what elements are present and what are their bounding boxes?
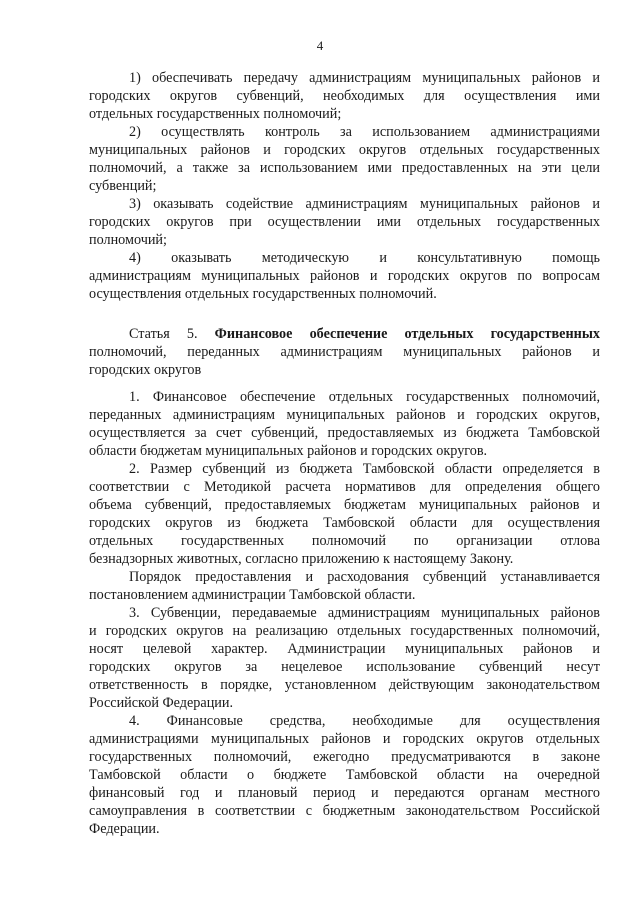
text-line: Тамбовской области о бюджете Тамбовской области на очередной: [89, 767, 600, 783]
text-line: городских округов при осуществлении ими отдельных государственных: [89, 214, 600, 230]
text-line: носят целевой характер. Администрации муниципальных районов и: [89, 641, 600, 657]
text-line: объема субвенций, предоставляемых бюджетам муниципальных районов и: [89, 497, 600, 513]
text-line: городских округов за нецелевое использование субвенций несут: [89, 659, 600, 675]
text-line: 1. Финансовое обеспечение отдельных государственных полномочий,: [129, 389, 600, 405]
article-heading: [89, 325, 600, 379]
text-line: Федерации.: [89, 821, 160, 837]
text-line: администрациями муниципальных районов и городских округов отдельных: [89, 731, 600, 747]
article-title-part: городских округов: [89, 362, 202, 378]
text-line: ответственность в порядке, установленном действующим законодательством: [89, 677, 600, 693]
text-line: и городских округов на реализацию отдельных государственных полномочий,: [89, 623, 600, 639]
text-line: безнадзорных животных, согласно приложению к настоящему Закону.: [89, 551, 514, 567]
article-title-part: полномочий, переданных администрациям муниципальных районов и: [89, 344, 600, 360]
paragraph-2: [89, 460, 600, 568]
text-line: осуществляется за счет субвенций, предоставляемых из бюджета Тамбовской: [89, 425, 600, 441]
text-line: 2) осуществлять контроль за использованием администрациями: [129, 124, 600, 140]
text-line: муниципальных районов и городских округов отдельных государственных: [89, 142, 600, 158]
text-line: полномочий, а также за использованием ими предоставленных на эти цели: [89, 160, 600, 176]
text-line: Порядок предоставления и расходования субвенций устанавливается: [129, 569, 600, 585]
text-line: соответствии с Методикой расчета нормативов для определения общего: [89, 479, 600, 495]
text-line: 4) оказывать методическую и консультативную помощь: [129, 250, 600, 266]
page-number: 4: [316, 38, 324, 53]
text-line: администрациям муниципальных районов и городских округов по вопросам: [89, 268, 600, 284]
text-line: переданных администрациям муниципальных районов и городских округов,: [89, 407, 600, 423]
paragraph-3: [89, 568, 600, 604]
paragraph-1: [89, 388, 600, 460]
text-line: 4. Финансовые средства, необходимые для осуществления: [129, 713, 600, 729]
list-item-4: [89, 249, 600, 303]
text-line: субвенций;: [89, 178, 157, 194]
text-line: отдельных государственных полномочий по организации отлова: [89, 533, 600, 549]
text-line: 3. Субвенции, передаваемые администрациям муниципальных районов: [129, 605, 600, 621]
text-line: государственных полномочий, ежегодно предусматриваются в законе: [89, 749, 600, 765]
article-heading-line-1: [89, 325, 600, 343]
text-line: полномочий;: [89, 232, 167, 248]
text-line: Российской Федерации.: [89, 695, 234, 711]
text-line: городских округов субвенций, необходимых для осуществления ими: [89, 88, 600, 104]
list-item-2: [89, 123, 600, 195]
article-title-part: Финансовое обеспечение отдельных государственных: [214, 326, 600, 342]
paragraph-5: [89, 712, 600, 838]
text-line: финансовый год и плановый период и передаются органам местного: [89, 785, 600, 801]
list-item-1: [89, 69, 600, 123]
list-item-3: [89, 195, 600, 249]
text-line: городских округов из бюджета Тамбовской области для осуществления: [89, 515, 600, 531]
text-line: самоуправления в соответствии с бюджетным законодательством Российской: [89, 803, 600, 819]
text-line: отдельных государственных полномочий;: [89, 106, 342, 122]
text-line: 1) обеспечивать передачу администрациям муниципальных районов и: [129, 70, 600, 86]
text-line: постановлением администрации Тамбовской области.: [89, 587, 416, 603]
text-line: 2. Размер субвенций из бюджета Тамбовской области определяется в: [129, 461, 600, 477]
text-line: области бюджетам муниципальных районов и городских округов.: [89, 443, 488, 459]
article-label: Статья 5.: [129, 326, 198, 342]
paragraph-4: [89, 604, 600, 712]
text-line: 3) оказывать содействие администрациям муниципальных районов и: [129, 196, 600, 212]
text-line: осуществления отдельных государственных полномочий.: [89, 286, 437, 302]
